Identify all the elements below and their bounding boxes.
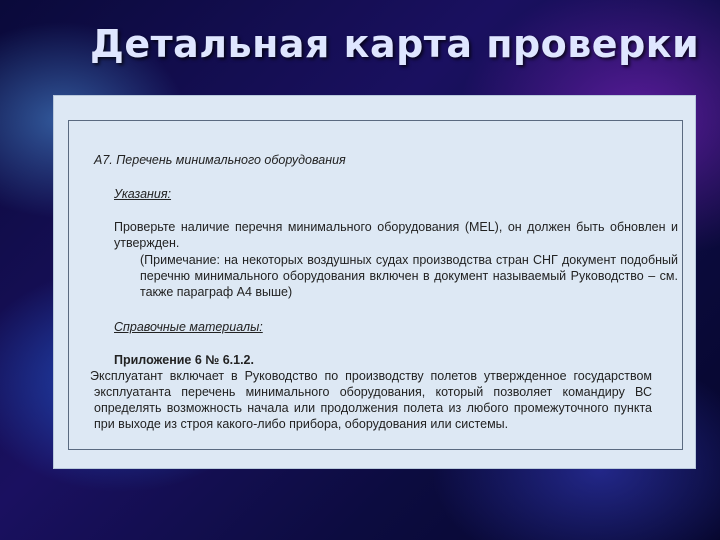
instructions-label: Указания: [114, 187, 172, 201]
references-label: Справочные материалы: [114, 320, 263, 334]
note-text: (Примечание: на некоторых воздушных судах производства стран СНГ документ подобный перечню минимального оборудования включен в документ называемый Руководство – см. также параграф А4 выше) [140, 253, 678, 299]
section-heading: А7. Перечень минимального оборудования [94, 153, 346, 167]
slide-title: Детальная карта проверки [90, 22, 700, 66]
document-panel [53, 95, 696, 469]
instructions-text: Проверьте наличие перечня минимального оборудования (MEL), он должен быть обновлен и утвержден. [114, 220, 678, 250]
annex-text: Эксплуатант включает в Руководство по производству полетов утвержденное государством эксплуатанта перечень минимального оборудования, который позволяет командиру ВС определять возможность начала или продолжения полета из любого промежуточного пункта при выходе из строя какого-либо прибора, оборудования или системы. [90, 369, 652, 431]
annex-heading: Приложение 6 № 6.1.2. [114, 353, 254, 367]
